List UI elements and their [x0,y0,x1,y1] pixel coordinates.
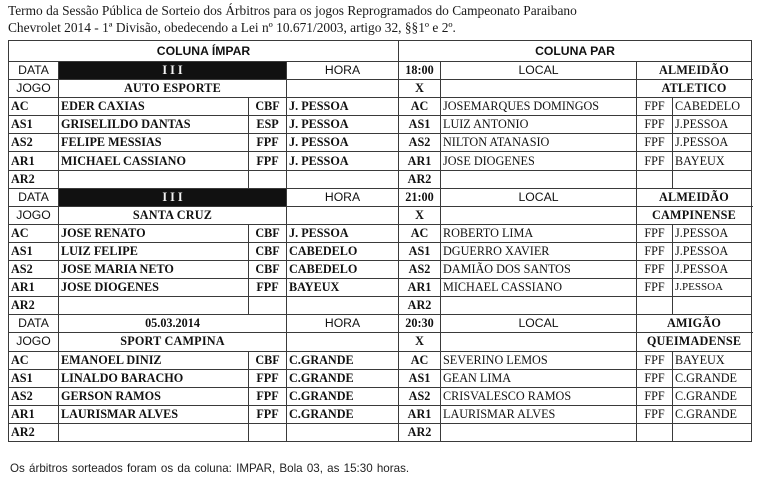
home-team: SANTA CRUZ [59,206,287,224]
empty-cell [441,80,637,98]
par-referee-city: C.GRANDE [673,369,752,387]
referee-name [59,423,249,441]
referee-name: JOSE RENATO [59,224,249,242]
referee-name [59,297,249,315]
par-referee-federation: FPF [637,261,673,279]
referee-role: AR1 [9,152,59,170]
par-referee-federation [637,423,673,441]
par-referee-role: AR1 [399,152,441,170]
game-date-row [9,315,752,333]
referee-row [9,261,752,279]
referee-role: AS1 [9,369,59,387]
away-team: QUEIMADENSE [637,333,752,351]
referee-name [59,170,249,188]
par-referee-federation: FPF [637,369,673,387]
referee-role: AC [9,98,59,116]
par-referee-role: AS2 [399,261,441,279]
par-referee-name [441,297,637,315]
referee-city: J. PESSOA [287,116,399,134]
redacted-date: I I I [59,62,287,80]
referee-federation [249,170,287,188]
away-team: ATLETICO [637,80,752,98]
data-label: DATA [9,315,59,333]
game-match-row [9,206,752,224]
par-referee-federation: FPF [637,98,673,116]
par-referee-city [673,297,752,315]
referee-city: C.GRANDE [287,369,399,387]
referee-city: J. PESSOA [287,98,399,116]
referee-federation: CBF [249,351,287,369]
referee-name: EMANOEL DINIZ [59,351,249,369]
par-referee-name [441,170,637,188]
referee-row [9,116,752,134]
referee-row [9,170,752,188]
referee-name: GRISELILDO DANTAS [59,116,249,134]
referee-role: AC [9,224,59,242]
referee-row [9,351,752,369]
referee-row [9,242,752,260]
versus-mark: X [399,206,441,224]
par-referee-city: J.PESSOA [673,242,752,260]
par-referee-name: ROBERTO LIMA [441,224,637,242]
referee-draw-table [8,40,752,442]
game-match-row [9,333,752,351]
par-referee-name: DGUERRO XAVIER [441,242,637,260]
par-referee-role: AS1 [399,116,441,134]
empty-cell [287,333,399,351]
referee-federation: FPF [249,387,287,405]
referee-name: JOSE DIOGENES [59,279,249,297]
par-referee-name: LAURISMAR ALVES [441,405,637,423]
par-referee-role: AC [399,98,441,116]
jogo-label: JOGO [9,333,59,351]
jogo-label: JOGO [9,80,59,98]
par-referee-name: CRISVALESCO RAMOS [441,387,637,405]
par-referee-city: CABEDELO [673,98,752,116]
referee-federation [249,297,287,315]
referee-city: CABEDELO [287,242,399,260]
referee-federation: ESP [249,116,287,134]
jogo-label: JOGO [9,206,59,224]
referee-name: GERSON RAMOS [59,387,249,405]
par-referee-city: J.PESSOA [673,261,752,279]
hora-label: HORA [287,315,399,333]
referee-role: AS2 [9,134,59,152]
data-label: DATA [9,188,59,206]
referee-federation: FPF [249,279,287,297]
par-referee-role: AC [399,351,441,369]
away-team: CAMPINENSE [637,206,752,224]
par-referee-federation: FPF [637,134,673,152]
par-referee-federation: FPF [637,242,673,260]
par-referee-city: J.PESSOA [673,279,752,297]
hora-label: HORA [287,62,399,80]
par-referee-role: AR2 [399,297,441,315]
par-referee-city: C.GRANDE [673,387,752,405]
par-referee-city [673,423,752,441]
game-time: 18:00 [399,62,441,80]
par-referee-role: AR2 [399,423,441,441]
game-date: 05.03.2014 [59,315,287,333]
empty-cell [441,333,637,351]
referee-federation [249,423,287,441]
versus-mark: X [399,333,441,351]
referee-role: AR2 [9,423,59,441]
par-referee-name: JOSE DIOGENES [441,152,637,170]
referee-federation: FPF [249,134,287,152]
referee-name: JOSE MARIA NETO [59,261,249,279]
referee-city [287,423,399,441]
referee-role: AS1 [9,116,59,134]
referee-city [287,297,399,315]
referee-federation: FPF [249,152,287,170]
home-team: SPORT CAMPINA [59,333,287,351]
referee-name: FELIPE MESSIAS [59,134,249,152]
par-referee-role: AR2 [399,170,441,188]
game-match-row [9,80,752,98]
referee-federation: CBF [249,98,287,116]
par-referee-role: AS2 [399,387,441,405]
par-referee-federation: FPF [637,387,673,405]
referee-city: J. PESSOA [287,134,399,152]
local-label: LOCAL [441,62,637,80]
referee-city: C.GRANDE [287,387,399,405]
referee-row [9,98,752,116]
referee-row [9,134,752,152]
par-referee-federation [637,297,673,315]
par-referee-role: AC [399,224,441,242]
column-header-row [9,41,752,62]
par-referee-name: DAMIÃO DOS SANTOS [441,261,637,279]
par-referee-role: AR1 [399,279,441,297]
referee-city: C.GRANDE [287,405,399,423]
referee-name: MICHAEL CASSIANO [59,152,249,170]
par-referee-name: JOSEMARQUES DOMINGOS [441,98,637,116]
referee-city: J. PESSOA [287,152,399,170]
par-referee-name [441,423,637,441]
stadium-name: ALMEIDÃO [637,188,752,206]
par-referee-city: J.PESSOA [673,224,752,242]
coluna-impar-header: COLUNA ÍMPAR [9,41,399,62]
referee-federation: CBF [249,224,287,242]
par-referee-name: SEVERINO LEMOS [441,351,637,369]
par-referee-federation: FPF [637,351,673,369]
game-date-row [9,188,752,206]
par-referee-federation: FPF [637,224,673,242]
referee-federation: CBF [249,242,287,260]
par-referee-role: AS2 [399,134,441,152]
referee-row [9,369,752,387]
referee-row [9,423,752,441]
footer-note: Os árbitros sorteados foram os da coluna: IMPAR, Bola 03, as 15:30 horas. [10,462,410,475]
game-date-row [9,62,752,80]
referee-role: AR2 [9,297,59,315]
referee-role: AR2 [9,170,59,188]
referee-role: AS2 [9,387,59,405]
par-referee-city: J.PESSOA [673,116,752,134]
par-referee-role: AR1 [399,405,441,423]
coluna-par-header: COLUNA PAR [399,41,752,62]
referee-role: AS2 [9,261,59,279]
referee-city: C.GRANDE [287,351,399,369]
referee-row [9,279,752,297]
document-header [8,2,753,36]
referee-row [9,405,752,423]
par-referee-federation [637,170,673,188]
par-referee-role: AS1 [399,242,441,260]
stadium-name: ALMEIDÃO [637,62,752,80]
referee-row [9,152,752,170]
par-referee-city [673,170,752,188]
par-referee-role: AS1 [399,369,441,387]
par-referee-name: LUIZ ANTONIO [441,116,637,134]
local-label: LOCAL [441,188,637,206]
versus-mark: X [399,80,441,98]
local-label: LOCAL [441,315,637,333]
par-referee-federation: FPF [637,152,673,170]
referee-federation: FPF [249,369,287,387]
empty-cell [441,206,637,224]
home-team: AUTO ESPORTE [59,80,287,98]
header-line-1: Termo da Sessão Pública de Sorteio dos Árbitros para os jogos Reprogramados do Campeonato Paraibano [8,3,577,18]
referee-city: BAYEUX [287,279,399,297]
referee-federation: FPF [249,405,287,423]
par-referee-name: NILTON ATANASIO [441,134,637,152]
header-line-2: Chevrolet 2014 - 1ª Divisão, obedecendo a Lei nº 10.671/2003, artigo 32, §§1º e 2º. [8,20,456,35]
par-referee-federation: FPF [637,116,673,134]
referee-name: LUIZ FELIPE [59,242,249,260]
par-referee-federation: FPF [637,279,673,297]
par-referee-name: GEAN LIMA [441,369,637,387]
par-referee-city: BAYEUX [673,152,752,170]
referee-city [287,170,399,188]
referee-name: LINALDO BARACHO [59,369,249,387]
referee-role: AR1 [9,279,59,297]
redacted-date: I I I [59,188,287,206]
referee-role: AS1 [9,242,59,260]
referee-city: CABEDELO [287,261,399,279]
referee-federation: CBF [249,261,287,279]
par-referee-federation: FPF [637,405,673,423]
referee-city: J. PESSOA [287,224,399,242]
referee-name: LAURISMAR ALVES [59,405,249,423]
par-referee-city: BAYEUX [673,351,752,369]
par-referee-city: C.GRANDE [673,405,752,423]
game-time: 20:30 [399,315,441,333]
referee-role: AR1 [9,405,59,423]
referee-name: EDER CAXIAS [59,98,249,116]
par-referee-name: MICHAEL CASSIANO [441,279,637,297]
stadium-name: AMIGÃO [637,315,752,333]
game-time: 21:00 [399,188,441,206]
empty-cell [287,80,399,98]
referee-role: AC [9,351,59,369]
referee-row [9,387,752,405]
referee-row [9,224,752,242]
referee-row [9,297,752,315]
par-referee-city: J.PESSOA [673,134,752,152]
data-label: DATA [9,62,59,80]
hora-label: HORA [287,188,399,206]
empty-cell [287,206,399,224]
